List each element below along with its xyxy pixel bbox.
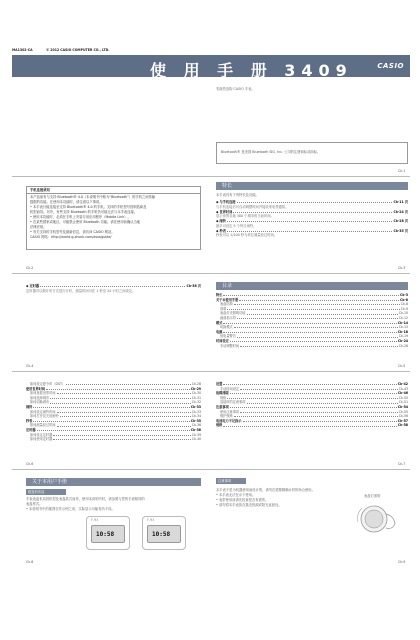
toc-row: 如何设定闹铃时间 Ck-33 (30, 409, 201, 414)
toc-row: 切换模式 Ck-15 (220, 325, 408, 330)
toc-row: 注意事项 Ck-54 (216, 404, 408, 409)
timer-ref-desc: 定时器可以倒计时方式进行计时，测量时间可在 1 秒至 24 小时之间设定。 (26, 288, 136, 293)
page-number: Ck-7 (398, 462, 406, 466)
divider (12, 273, 410, 274)
toc-row: 屏幕 Ck-9 (220, 306, 408, 311)
toc-row: 如何使用定时器 Ck-40 (30, 437, 201, 442)
feature-desc: 最多可设定 5 个每日闹铃。 (216, 223, 257, 228)
precautions-line: • 使用本功能时，必须在手机上安装专用应用程序（Mobile Link）。 (30, 215, 131, 219)
about-subtitle-bar (26, 489, 66, 495)
page-number: Ck-2 (26, 266, 34, 270)
toc-row: 定时器 Ck-38 (26, 427, 201, 432)
toc-row: 规格 Ck-50 (220, 395, 408, 400)
light-title-bar (216, 478, 246, 484)
precautions-line: 本产品备有与支持 Bluetooth® 4.0（本说明书中称为“Bluetooth”）的手机之间传输 (30, 195, 156, 199)
precautions-box (26, 186, 201, 250)
toc-row: 秒表 Ck-35 (26, 418, 201, 423)
bluetooth-note: Bluetooth® 是美国 Bluetooth SIG, Inc. 公司的注册商标或商标。 (221, 150, 321, 154)
page-number: Ck-8 (26, 560, 34, 564)
toc-row: 维护保养 Ck-56 (220, 414, 408, 419)
feature-item: ◆ 与手机连接 Ck-11 页 (216, 200, 408, 204)
watch-illustration (86, 516, 130, 550)
doc-code: MA1302-CA (12, 48, 33, 52)
toc-row: 手动调整时间 Ck-26 (220, 343, 408, 348)
divider (12, 469, 410, 470)
toc-row: 规格 Ck-58 (216, 423, 408, 428)
light-line: • 本手表无法在水下使用。 (216, 493, 256, 497)
toc-row: 如何设定定时器 Ck-39 (30, 432, 201, 437)
page-number: Ck-4 (26, 364, 34, 368)
toc-row: 表盘灯光照明功能 Ck-10 (220, 311, 408, 316)
toc-row: 模式 Ck-14 (216, 320, 408, 325)
toc-row: 如何选择城市 Ck-31 (30, 395, 201, 400)
feature-desc: 与手机连接后可自动调整时间并接收来电等通知。 (216, 204, 289, 209)
toc-row: 电源 Ck-18 (216, 329, 408, 334)
light-lines (216, 488, 315, 508)
precautions-line: • 本手表只能连接至支持 Bluetooth® 4.0 的手机。支持的手机型号因制造商及 (30, 205, 147, 209)
feature-desc: 秒表可以 1/100 秒为单位测量经过时间。 (216, 233, 278, 238)
timer-ref (26, 284, 201, 294)
watch-digits: 10:58 (152, 531, 171, 538)
page-number: Ck-9 (398, 560, 406, 564)
divider (12, 176, 410, 177)
toc2-list (26, 382, 201, 442)
hand-watch-icon (352, 500, 398, 538)
page-number: Ck-1 (398, 169, 406, 173)
toc-title-bar: 目录 (216, 282, 408, 290)
light-caption: 表盘灯照明 (364, 494, 381, 498)
toc-row: 使用注意事项 Ck-55 (220, 409, 408, 414)
precautions-line: • 有关支持的手机型号及最新信息，请访问 CASIO 网站。 (30, 230, 115, 234)
precautions-rule (27, 193, 200, 194)
toc-row: 如何切换城市 Ck-32 (30, 400, 201, 405)
light-title: 注意事项 (218, 479, 232, 483)
watch-lcd (91, 525, 125, 543)
toc-row: 低电量警告 Ck-19 (220, 334, 408, 339)
timer-ref-name: ◆ 定时器 (26, 284, 40, 288)
bluetooth-note-box (216, 142, 408, 164)
timer-ref-page: Ck-38 页 (186, 284, 201, 288)
toc-list (216, 293, 408, 348)
page-number: Ck-5 (398, 364, 406, 368)
page-number: Ck-3 (398, 266, 406, 270)
feature-desc: 显示世界各地 300 个城市的当前时间。 (216, 214, 274, 219)
feature-item: ◆ 秒表 Ck-35 页 (216, 228, 408, 233)
features-list (216, 200, 408, 238)
divider (12, 371, 410, 372)
toc-row: 闹铃 Ck-33 (26, 404, 201, 409)
toc-row: 特长 Ck-3 (216, 293, 408, 297)
precautions-line: 法律法规。 (30, 225, 47, 229)
light-line: • 表带使用前请先检查是否有损伤。 (216, 498, 269, 502)
toc-row: 如何设定夏令时（DST） Ck-28 (30, 382, 201, 386)
hand-watch-illustration (352, 500, 398, 538)
features-title-bar: 特长 (216, 182, 408, 190)
page-number: Ck-6 (26, 462, 34, 466)
copyright: © 2012 CASIO COMPUTER CO., LTD. (46, 48, 110, 52)
watch-label: F-93 (147, 518, 155, 522)
toc-row: 表盘结构 Ck-8 (220, 302, 408, 307)
watch-label: F-93 (91, 518, 99, 522)
features-intro: 本手表具有下列特长及功能。 (216, 193, 259, 197)
toc-row: 如何打开及关闭闹铃 Ck-34 (30, 414, 201, 419)
about-line: 表盘样式。 (26, 502, 43, 506)
precautions-line: 机型而异。另外，有些支持 Bluetooth 的手机仍可能无法与本手表连接。 (30, 210, 138, 214)
page-title: 使 用 手 册 3409 (150, 61, 353, 80)
precautions-line: CASIO 网站：http://world.g-shock.com/asia/guide/ (30, 235, 112, 239)
toc-row: 关于本使用手册 Ck-8 (216, 297, 408, 302)
feature-item: ◆ 闹铃 Ck-28 页 (216, 219, 408, 224)
about-title-bar: 关于本用户手册 (26, 478, 201, 486)
toc-row: 如何测量经过时间 Ck-36 (30, 423, 201, 428)
light-line: 本手表不是为机器使用而设计的，请勿在需要精确计时的场合使用。 (216, 488, 315, 492)
watch-illustration (142, 516, 186, 550)
toc-row: 如何查看世界时间 Ck-30 (30, 391, 201, 396)
about-lines (26, 497, 145, 512)
toc-row: 故障排除 Ck-46 (216, 391, 408, 396)
about-subtitle: 数显的布局 (28, 490, 45, 494)
about-line: • 本说明书中的插图仅作示例之用，实际显示可能有所不同。 (26, 507, 115, 511)
toc3-list (216, 382, 408, 428)
feature-item: ◆ 世界时间 Ck-24 页 (216, 209, 408, 214)
title-bar (12, 55, 410, 80)
watch-digits: 10:58 (96, 531, 115, 538)
casio-logo: CASIO (377, 62, 404, 70)
precautions-line: • 在某些国家或地区，可能禁止使用 Bluetooth 功能。请在使用前确认当地 (30, 220, 141, 224)
watch-lcd (147, 525, 181, 543)
precautions-line: 数据的功能。在使用本功能时，请注意以下事项。 (30, 200, 103, 204)
light-line: • 请勿将本手表放在靠近热源或阳光直射处。 (216, 503, 282, 507)
toc-row: 设置 Ck-42 (216, 382, 408, 386)
about-line: 手表表盘布局因机型及表盘款式而异，使用本说明书时，请参照与您的手表相同的 (26, 497, 145, 501)
intro-thanks: 衷谢您选购 CASIO 手表。 (216, 87, 255, 91)
toc-row: 使用世界时间 Ck-29 (26, 386, 201, 391)
precautions-lines (30, 195, 155, 240)
toc-row: 电池电力不足指示 Ck-57 (216, 418, 408, 423)
toc-row: 手动时间设定 Ck-43 (220, 386, 408, 391)
toc-row: 画面指示符 Ck-12 (220, 315, 408, 320)
toc-row: 时间设定 Ck-24 (216, 338, 408, 343)
toc-row: 连接时的注意事项 Ck-51 (220, 400, 408, 405)
precautions-title: 手机连接须知 (30, 188, 50, 192)
